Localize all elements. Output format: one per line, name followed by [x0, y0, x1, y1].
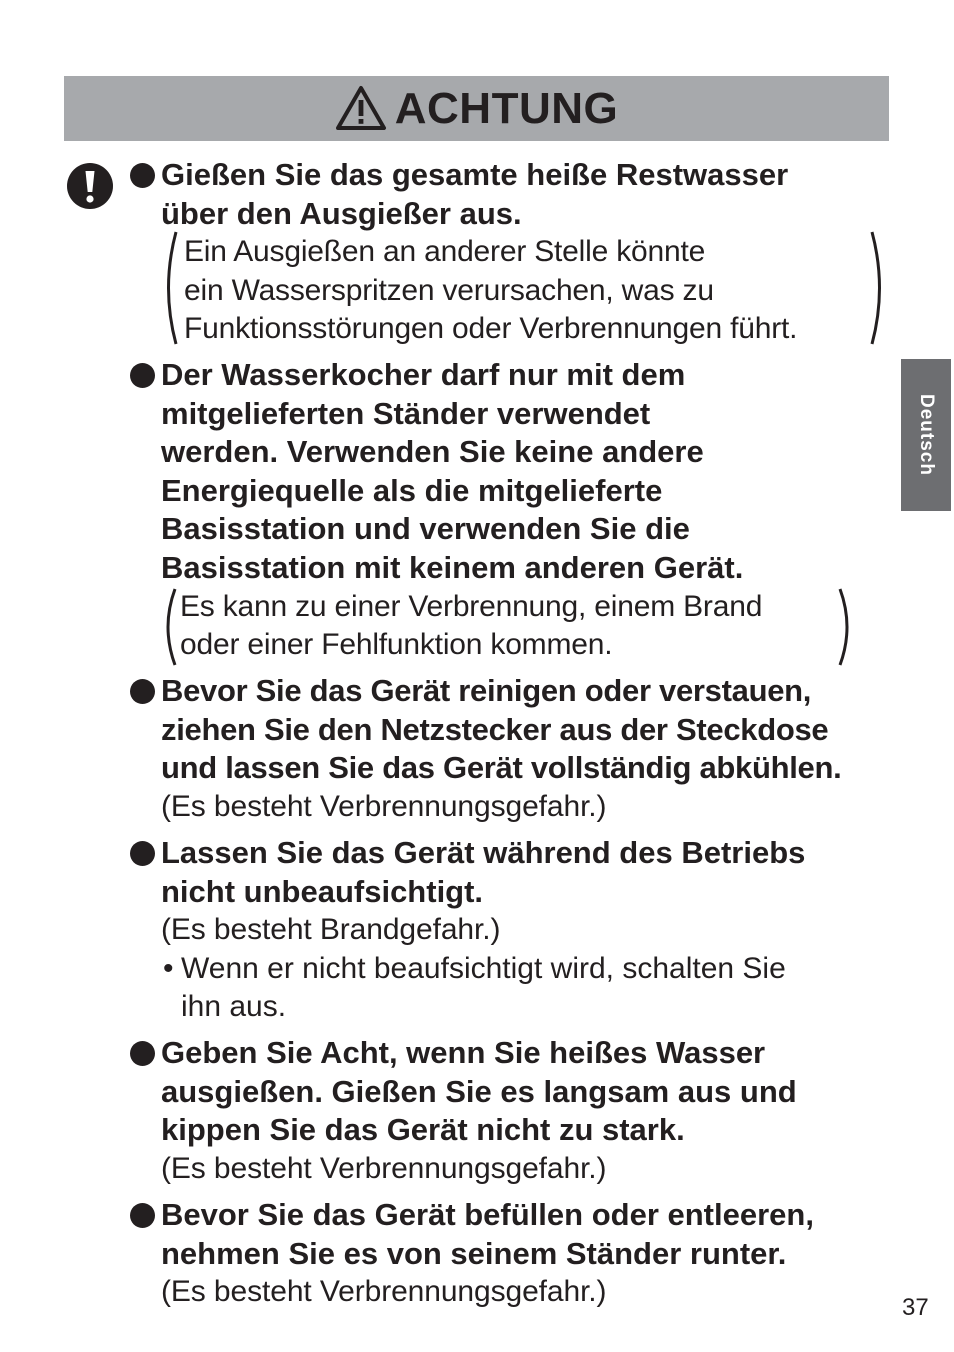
caution-item [130, 156, 900, 349]
caution-item [130, 672, 900, 826]
sub-bullet-item: • Wenn er nicht beaufsichtigt wird, schalten Sie ihn aus. [163, 951, 786, 1024]
caution-item [130, 1034, 900, 1188]
item-note: (Es besteht Verbrennungsgefahr.) [161, 1151, 607, 1185]
item-note: (Es besteht Verbrennungsgefahr.) [161, 789, 607, 823]
item-note: (Es besteht Brandgefahr.) [161, 913, 501, 947]
bullet-icon [130, 363, 155, 388]
item-heading: Geben Sie Acht, wenn Sie heißes Wasser ausgießen. Gießen Sie es langsam aus und kippen Sie das Gerät nicht zu stark. [161, 1035, 797, 1148]
item-heading: Der Wasserkocher darf nur mit dem mitgelieferten Ständer verwendet werden. Verwenden Sie keine andere Energiequelle als die mitgelieferte Basisstation und verwenden Sie die Basisstation mit keinem anderen Gerät. [161, 357, 744, 585]
language-tab-label: Deutsch [916, 394, 937, 476]
bullet-icon [130, 163, 155, 188]
item-note: Ein Ausgießen an anderer Stelle könnte ein Wasserspritzen verursachen, was zu Funktionsstörungen oder Verbrennungen führt. [161, 233, 900, 349]
item-heading: Gießen Sie das gesamte heiße Restwasser über den Ausgießer aus. [161, 157, 789, 231]
right-parenthesis-icon [836, 586, 856, 668]
small-bullet-icon: • [163, 951, 174, 985]
page-number: 37 [902, 1294, 929, 1321]
left-parenthesis-icon [159, 229, 179, 347]
left-parenthesis-icon [159, 586, 179, 668]
bullet-icon [130, 1041, 155, 1066]
item-heading: Bevor Sie das Gerät reinigen oder verstauen, ziehen Sie den Netzstecker aus der Steckdose und lassen Sie das Gerät vollständig abkühlen. [161, 673, 842, 786]
bullet-icon [130, 841, 155, 866]
caution-item [130, 356, 900, 665]
caution-header [64, 76, 889, 141]
item-note: (Es besteht Verbrennungsgefahr.) [161, 1275, 607, 1309]
item-heading: Bevor Sie das Gerät befüllen oder entleeren, nehmen Sie es von seinem Ständer runter. [161, 1197, 814, 1271]
caution-item [130, 834, 900, 1027]
language-tab [901, 359, 951, 511]
bullet-icon [130, 1203, 155, 1228]
item-heading: Lassen Sie das Gerät während des Betriebs nicht unbeaufsichtigt. [161, 835, 806, 909]
bullet-icon [130, 679, 155, 704]
item-note: Es kann zu einer Verbrennung, einem Brand oder einer Fehlfunktion kommen. [161, 588, 900, 665]
exclamation-circle-icon [66, 162, 114, 210]
warning-triangle-icon [335, 85, 387, 131]
caution-item [130, 1196, 900, 1312]
right-parenthesis-icon [869, 229, 889, 347]
page-title: ACHTUNG [394, 83, 619, 133]
